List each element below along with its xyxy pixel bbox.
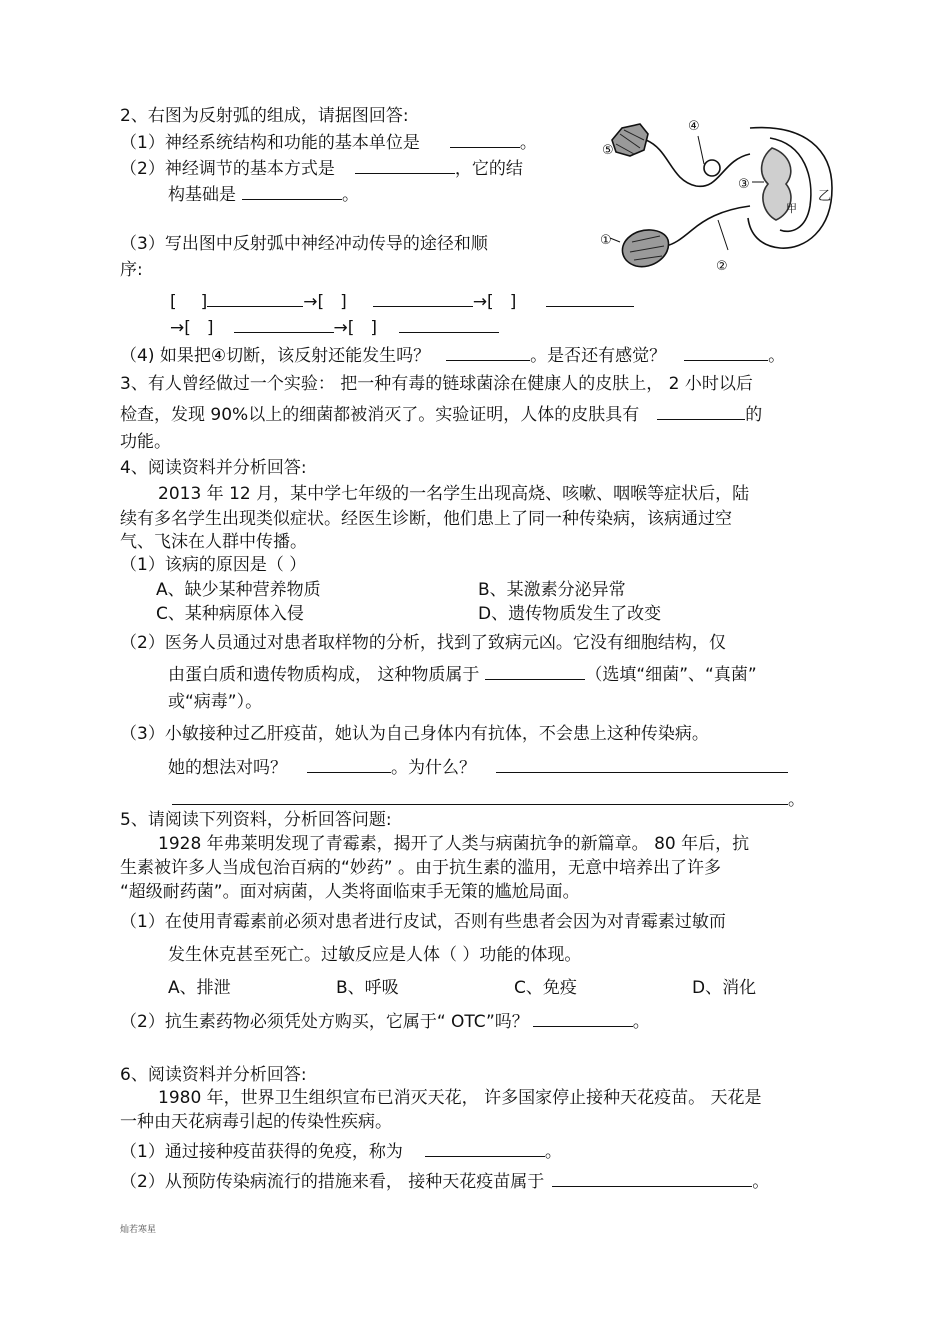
q2-sub1-text: （1）神经系统结构和功能的基本单位是 bbox=[120, 133, 420, 153]
bracket-close: ] bbox=[200, 292, 208, 312]
q2-sub4-blank1[interactable] bbox=[446, 342, 530, 361]
q2-sub1-end: 。 bbox=[519, 133, 537, 153]
q6-sub1-text: （1）通过接种疫苗获得的免疫，称为 bbox=[120, 1142, 403, 1162]
q6-sub2 bbox=[120, 1168, 769, 1194]
q2-sub2-text-c: 构基础是 bbox=[168, 185, 236, 205]
ganglion bbox=[704, 160, 720, 176]
label-5: ⑤ bbox=[602, 143, 614, 158]
q2-sub2-text-b: ，它的结 bbox=[454, 159, 523, 179]
q5-option-d[interactable]: D、消化 bbox=[692, 978, 757, 998]
q6-sub2-text: （2）从预防传染病流行的措施来看， 接种天花疫苗属于 bbox=[120, 1172, 545, 1192]
label-jia: 甲 bbox=[786, 202, 797, 215]
q2-sub2-end: 。 bbox=[342, 185, 359, 205]
q5-sub2 bbox=[120, 1008, 650, 1034]
bracket-close: ] bbox=[206, 318, 214, 338]
q4-sub3-blank1[interactable] bbox=[307, 754, 391, 773]
receptor-skin bbox=[612, 124, 648, 156]
q2-sub2 bbox=[120, 155, 523, 181]
q4-sub3-blank3[interactable] bbox=[172, 786, 788, 805]
efferent-nerve bbox=[666, 206, 750, 246]
q2-sub2-text: （2）神经调节的基本方式是 bbox=[120, 159, 335, 179]
label-1: ① bbox=[600, 233, 612, 248]
q2-sub2-cont bbox=[168, 181, 359, 207]
arrow-bracket-open: →[ bbox=[333, 318, 355, 338]
q4-sub3-end: 。 bbox=[788, 790, 805, 810]
label-4: ④ bbox=[688, 119, 700, 134]
q6-para1: 1980 年，世界卫生组织宣布已消灭天花， 许多国家停止接种天花疫苗。 天花是 bbox=[158, 1088, 762, 1108]
page-footer: 灿若寒星 bbox=[120, 1225, 157, 1235]
q4-sub3-cont bbox=[168, 754, 788, 780]
path-blank-2[interactable] bbox=[373, 288, 473, 307]
q4-option-c[interactable]: C、某种病原体入侵 bbox=[156, 604, 304, 624]
q5-sub2-blank[interactable] bbox=[533, 1008, 633, 1027]
reflex-arc-figure bbox=[600, 110, 840, 282]
q4-sub3: （3）小敏接种过乙肝疫苗，她认为自己身体内有抗体，不会患上这种传染病。 bbox=[120, 724, 709, 744]
path-blank-3[interactable] bbox=[546, 288, 634, 307]
bracket-close: ] bbox=[340, 292, 347, 312]
q2-sub3-cont: 序: bbox=[120, 260, 143, 280]
q3-line3: 功能。 bbox=[120, 432, 171, 452]
q5-title: 5、请阅读下列资料，分析回答问题: bbox=[120, 810, 392, 830]
q4-sub1: （1）该病的原因是（ ） bbox=[120, 555, 307, 575]
q2-sub4-text-b: 。是否还有感觉？ bbox=[530, 346, 667, 366]
q2-sub4-text: （4) 如果把④切断，该反射还能发生吗？ bbox=[120, 346, 431, 366]
path-blank-1[interactable] bbox=[207, 288, 303, 307]
bracket-close: ] bbox=[509, 292, 517, 312]
q6-title: 6、阅读资料并分析回答: bbox=[120, 1065, 307, 1085]
q4-para2: 续有多名学生出现类似症状。经医生诊断，他们患上了同一种传染病，该病通过空 bbox=[120, 509, 732, 529]
q5-sub1-cont: 发生休克甚至死亡。过敏反应是人体（ ）功能的体现。 bbox=[168, 945, 582, 965]
q2-title: 2、右图为反射弧的组成，请据图回答: bbox=[120, 106, 409, 126]
q4-option-a[interactable]: A、缺少某种营养物质 bbox=[156, 580, 321, 600]
q5-sub2-end: 。 bbox=[632, 1012, 650, 1032]
effector-muscle bbox=[622, 230, 668, 267]
q5-sub1: （1）在使用青霉素前必须对患者进行皮试，否则有些患者会因为对青霉素过敏而 bbox=[120, 912, 726, 932]
q4-sub3-blank2[interactable] bbox=[496, 754, 788, 773]
q6-sub1-blank[interactable] bbox=[425, 1138, 545, 1157]
label-2: ② bbox=[716, 259, 728, 274]
label-3: ③ bbox=[738, 177, 750, 192]
arrow-bracket-open: →[ bbox=[170, 318, 191, 338]
q6-sub2-blank[interactable] bbox=[552, 1168, 752, 1187]
q6-sub1-end: 。 bbox=[544, 1142, 562, 1162]
q6-para2: 一种由天花病毒引起的传染性疾病。 bbox=[120, 1112, 392, 1132]
q4-sub2-text-end: （选填“细菌”、“真菌” bbox=[585, 665, 757, 685]
q5-option-c[interactable]: C、免疫 bbox=[514, 978, 577, 998]
arrow-bracket-open: →[ bbox=[472, 292, 494, 312]
q2-sub3: （3）写出图中反射弧中神经冲动传导的途径和顺 bbox=[120, 234, 488, 254]
q5-para1: 1928 年弗莱明发现了青霉素，揭开了人类与病菌抗争的新篇章。 80 年后，抗 bbox=[158, 834, 750, 854]
q3-line2-end: 的 bbox=[745, 405, 763, 425]
arrow-bracket-open: →[ bbox=[303, 292, 325, 312]
q4-para3: 气、飞沫在人群中传播。 bbox=[120, 532, 307, 552]
q4-sub3-text-mid: 。为什么？ bbox=[391, 758, 476, 778]
path-blank-5[interactable] bbox=[399, 314, 499, 333]
q4-sub2-text: 由蛋白质和遗传物质构成， 这种物质属于 bbox=[168, 665, 480, 685]
q3-line1: 3、有人曾经做过一个实验： 把一种有毒的链球菌涂在健康人的皮肤上， 2 小时以后 bbox=[120, 374, 753, 394]
q4-sub2: （2）医务人员通过对患者取样物的分析，找到了致病元凶。它没有细胞结构，仅 bbox=[120, 633, 726, 653]
q5-sub2-text: （2）抗生素药物必须凭处方购买，它属于“ OTC”吗？ bbox=[120, 1012, 529, 1032]
q4-option-b[interactable]: B、某激素分泌异常 bbox=[478, 580, 626, 600]
label-yi: 乙 bbox=[818, 189, 832, 204]
q4-sub2-cont2: 或“病毒”）。 bbox=[168, 692, 263, 712]
bracket-close: ] bbox=[370, 318, 378, 338]
q2-sub1-blank[interactable] bbox=[450, 129, 520, 148]
path-blank-4[interactable] bbox=[234, 314, 334, 333]
q4-title: 4、阅读资料并分析回答: bbox=[120, 458, 307, 478]
q4-sub3-text: 她的想法对吗？ bbox=[168, 758, 287, 778]
q2-path-row2 bbox=[170, 314, 499, 340]
q2-sub4 bbox=[120, 342, 785, 368]
q4-sub2-blank[interactable] bbox=[485, 661, 585, 680]
q2-sub4-blank2[interactable] bbox=[684, 342, 768, 361]
q4-sub2-cont bbox=[168, 661, 757, 687]
bracket-open: [ bbox=[170, 292, 177, 312]
q2-sub4-end: 。 bbox=[768, 346, 786, 366]
q2-sub2-blank2[interactable] bbox=[242, 181, 342, 200]
q4-option-d[interactable]: D、遗传物质发生了改变 bbox=[478, 604, 662, 624]
afferent-nerve bbox=[646, 140, 750, 186]
q4-para1: 2013 年 12 月，某中学七年级的一名学生出现高烧、咳嗽、咽喉等症状后，陆 bbox=[158, 484, 750, 504]
q3-line2 bbox=[120, 401, 762, 427]
q3-blank[interactable] bbox=[657, 401, 745, 420]
q5-option-b[interactable]: B、呼吸 bbox=[336, 978, 399, 998]
q2-sub1 bbox=[120, 129, 537, 155]
q5-para3: “超级耐药菌”。面对病菌，人类将面临束手无策的尴尬局面。 bbox=[120, 882, 580, 902]
q6-sub1 bbox=[120, 1138, 562, 1164]
q2-path-row1 bbox=[170, 288, 634, 314]
q5-para2: 生素被许多人当成包治百病的“妙药” 。由于抗生素的滥用，无意中培养出了许多 bbox=[120, 858, 722, 878]
q6-sub2-end: 。 bbox=[752, 1172, 770, 1192]
q5-option-a[interactable]: A、排泄 bbox=[168, 978, 231, 998]
q3-line2-text: 检查，发现 90%以上的细菌都被消灭了。实验证明，人体的皮肤具有 bbox=[120, 405, 640, 425]
q2-sub2-blank1[interactable] bbox=[355, 155, 455, 174]
